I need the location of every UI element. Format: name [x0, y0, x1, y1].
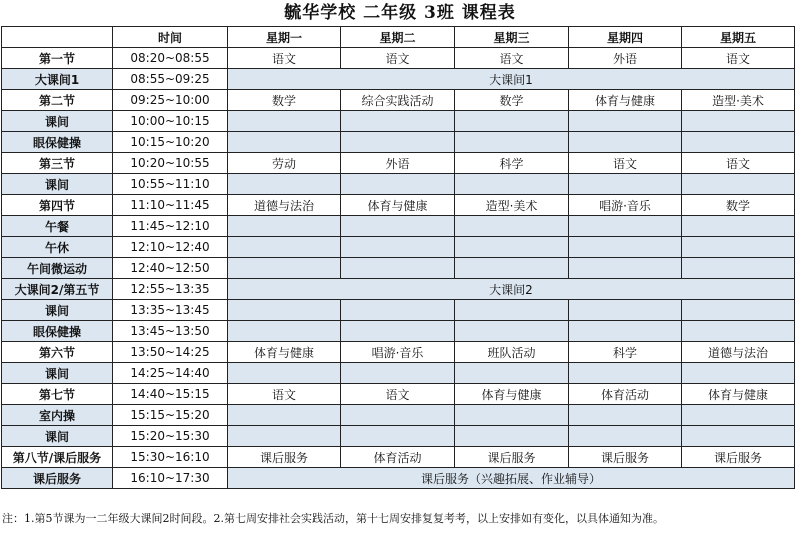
subject-cell: 语文: [682, 48, 795, 69]
time-cell: 09:25~10:00: [113, 90, 228, 111]
schedule-row: [2, 321, 795, 342]
subject-cell: [569, 111, 682, 132]
subject-cell: [341, 300, 455, 321]
time-cell: 12:10~12:40: [113, 237, 228, 258]
time-cell: 11:10~11:45: [113, 195, 228, 216]
period-cell: 第六节: [2, 342, 113, 363]
subject-cell: 语文: [228, 48, 341, 69]
subject-cell: 唱游·音乐: [341, 342, 455, 363]
period-cell: 午间微运动: [2, 258, 113, 279]
subject-cell: [682, 300, 795, 321]
time-cell: 10:15~10:20: [113, 132, 228, 153]
time-cell: 15:20~15:30: [113, 426, 228, 447]
subject-cell: [341, 111, 455, 132]
subject-cell: 科学: [569, 342, 682, 363]
subject-cell: [455, 405, 569, 426]
subject-cell: 语文: [341, 48, 455, 69]
subject-cell: [569, 300, 682, 321]
subject-cell: [341, 321, 455, 342]
schedule-row: [2, 468, 795, 489]
time-cell: 13:45~13:50: [113, 321, 228, 342]
schedule-row: [2, 153, 795, 174]
subject-cell: [341, 426, 455, 447]
period-cell: 眼保健操: [2, 132, 113, 153]
schedule-row: [2, 69, 795, 90]
period-cell: 课间: [2, 174, 113, 195]
schedule-body: [2, 27, 795, 489]
period-cell: 第八节/课后服务: [2, 447, 113, 468]
subject-cell: [455, 174, 569, 195]
schedule-row: [2, 279, 795, 300]
subject-cell: [341, 237, 455, 258]
merged-activity-cell: 大课间1: [228, 69, 795, 90]
subject-cell: [455, 216, 569, 237]
period-cell: 第七节: [2, 384, 113, 405]
subject-cell: 语文: [228, 384, 341, 405]
sheet-title: 毓华学校 二年级 3班 课程表: [284, 3, 516, 23]
subject-cell: [569, 258, 682, 279]
period-cell: 第三节: [2, 153, 113, 174]
subject-cell: 课后服务: [569, 447, 682, 468]
subject-cell: [341, 174, 455, 195]
day-header: 星期五: [682, 27, 795, 48]
subject-cell: [228, 132, 341, 153]
subject-cell: 课后服务: [682, 447, 795, 468]
subject-cell: [228, 363, 341, 384]
subject-cell: 综合实践活动: [341, 90, 455, 111]
footnote: 注：1.第5节课为一二年级大课间2时间段。2.第七周安排社会实践活动，第十七周安排复复考考，以上安排如有变化，以具体通知为准。: [2, 512, 664, 525]
subject-cell: 体育与健康: [682, 384, 795, 405]
subject-cell: [228, 426, 341, 447]
corner-cell: [2, 27, 113, 48]
subject-cell: [682, 363, 795, 384]
subject-cell: [569, 426, 682, 447]
subject-cell: [682, 132, 795, 153]
subject-cell: 道德与法治: [228, 195, 341, 216]
period-cell: 大课间2/第五节: [2, 279, 113, 300]
subject-cell: [569, 237, 682, 258]
subject-cell: 语文: [682, 153, 795, 174]
time-cell: 08:20~08:55: [113, 48, 228, 69]
period-cell: 大课间1: [2, 69, 113, 90]
subject-cell: [228, 321, 341, 342]
subject-cell: 体育与健康: [341, 195, 455, 216]
subject-cell: [341, 405, 455, 426]
period-cell: 室内操: [2, 405, 113, 426]
schedule-row: [2, 405, 795, 426]
subject-cell: [455, 300, 569, 321]
subject-cell: 语文: [569, 153, 682, 174]
subject-cell: [228, 405, 341, 426]
day-header: 星期一: [228, 27, 341, 48]
period-cell: 课间: [2, 426, 113, 447]
subject-cell: [228, 216, 341, 237]
subject-cell: 班队活动: [455, 342, 569, 363]
time-cell: 10:20~10:55: [113, 153, 228, 174]
subject-cell: [682, 237, 795, 258]
day-header: 星期三: [455, 27, 569, 48]
subject-cell: [682, 426, 795, 447]
schedule-row: [2, 195, 795, 216]
subject-cell: 唱游·音乐: [569, 195, 682, 216]
schedule-row: [2, 237, 795, 258]
time-cell: 08:55~09:25: [113, 69, 228, 90]
subject-cell: [682, 174, 795, 195]
schedule-row: [2, 426, 795, 447]
period-cell: 课间: [2, 363, 113, 384]
subject-cell: [569, 174, 682, 195]
subject-cell: [341, 363, 455, 384]
subject-cell: 课后服务: [228, 447, 341, 468]
subject-cell: [455, 111, 569, 132]
subject-cell: [455, 237, 569, 258]
subject-cell: 体育活动: [569, 384, 682, 405]
subject-cell: [569, 405, 682, 426]
schedule-row: [2, 90, 795, 111]
subject-cell: 道德与法治: [682, 342, 795, 363]
subject-cell: 外语: [569, 48, 682, 69]
subject-cell: 数学: [455, 90, 569, 111]
subject-cell: 造型·美术: [455, 195, 569, 216]
subject-cell: 体育活动: [341, 447, 455, 468]
subject-cell: [455, 321, 569, 342]
subject-cell: [569, 363, 682, 384]
period-cell: 午休: [2, 237, 113, 258]
time-cell: 14:25~14:40: [113, 363, 228, 384]
subject-cell: [682, 258, 795, 279]
schedule-row: [2, 300, 795, 321]
subject-cell: [455, 363, 569, 384]
subject-cell: [341, 132, 455, 153]
time-cell: 15:15~15:20: [113, 405, 228, 426]
schedule-table: [1, 26, 795, 489]
subject-cell: 体育与健康: [569, 90, 682, 111]
period-cell: 课间: [2, 111, 113, 132]
subject-cell: [455, 426, 569, 447]
subject-cell: [228, 237, 341, 258]
subject-cell: 科学: [455, 153, 569, 174]
time-cell: 12:40~12:50: [113, 258, 228, 279]
period-cell: 第二节: [2, 90, 113, 111]
subject-cell: [228, 300, 341, 321]
time-cell: 15:30~16:10: [113, 447, 228, 468]
schedule-row: [2, 216, 795, 237]
time-cell: 12:55~13:35: [113, 279, 228, 300]
period-cell: 第四节: [2, 195, 113, 216]
time-cell: 11:45~12:10: [113, 216, 228, 237]
subject-cell: [341, 258, 455, 279]
subject-cell: [569, 132, 682, 153]
subject-cell: [228, 111, 341, 132]
subject-cell: 语文: [455, 48, 569, 69]
schedule-row: [2, 342, 795, 363]
subject-cell: [228, 258, 341, 279]
period-cell: 第一节: [2, 48, 113, 69]
time-cell: 10:55~11:10: [113, 174, 228, 195]
subject-cell: [682, 216, 795, 237]
time-cell: 13:50~14:25: [113, 342, 228, 363]
subject-cell: [228, 174, 341, 195]
schedule-row: [2, 174, 795, 195]
period-cell: 眼保健操: [2, 321, 113, 342]
period-cell: 午餐: [2, 216, 113, 237]
schedule-row: [2, 48, 795, 69]
subject-cell: 语文: [341, 384, 455, 405]
schedule-row: [2, 447, 795, 468]
subject-cell: [455, 132, 569, 153]
subject-cell: [682, 111, 795, 132]
time-cell: 13:35~13:45: [113, 300, 228, 321]
day-header: 星期二: [341, 27, 455, 48]
merged-activity-cell: 大课间2: [228, 279, 795, 300]
schedule-row: [2, 132, 795, 153]
schedule-row: [2, 258, 795, 279]
subject-cell: [455, 258, 569, 279]
schedule-row: [2, 363, 795, 384]
day-header: 星期四: [569, 27, 682, 48]
period-cell: 课间: [2, 300, 113, 321]
schedule-row: [2, 384, 795, 405]
subject-cell: 劳动: [228, 153, 341, 174]
subject-cell: [682, 321, 795, 342]
period-cell: 课后服务: [2, 468, 113, 489]
subject-cell: 数学: [228, 90, 341, 111]
subject-cell: 数学: [682, 195, 795, 216]
header-row: [2, 27, 795, 48]
subject-cell: [569, 321, 682, 342]
subject-cell: [569, 216, 682, 237]
time-header: 时间: [113, 27, 228, 48]
subject-cell: 课后服务: [455, 447, 569, 468]
subject-cell: 体育与健康: [455, 384, 569, 405]
subject-cell: [341, 216, 455, 237]
time-cell: 10:00~10:15: [113, 111, 228, 132]
time-cell: 16:10~17:30: [113, 468, 228, 489]
subject-cell: [682, 405, 795, 426]
subject-cell: 体育与健康: [228, 342, 341, 363]
subject-cell: 造型·美术: [682, 90, 795, 111]
merged-activity-cell: 课后服务（兴趣拓展、作业辅导）: [228, 468, 795, 489]
time-cell: 14:40~15:15: [113, 384, 228, 405]
schedule-row: [2, 111, 795, 132]
subject-cell: 外语: [341, 153, 455, 174]
